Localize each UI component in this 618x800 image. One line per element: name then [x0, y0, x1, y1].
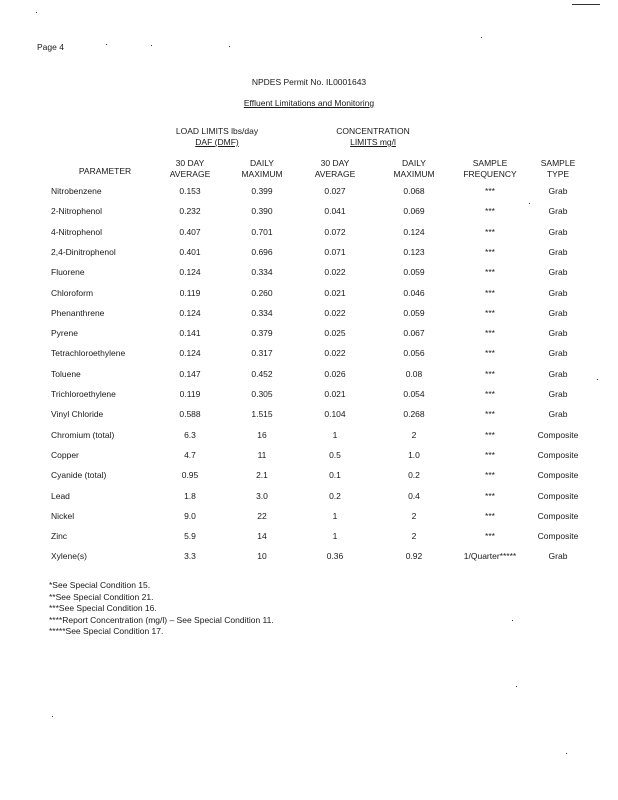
header-line: SAMPLE — [472, 158, 508, 168]
parameter-name: Pyrene — [51, 328, 78, 339]
load-daily-max-value: 0.317 — [251, 348, 273, 359]
sample-type-value: Grab — [548, 328, 568, 339]
load-30-day-value: 0.407 — [179, 226, 201, 237]
parameter-name: Chromium (total) — [51, 429, 115, 440]
conc-30-day-value: 0.021 — [324, 389, 346, 399]
conc-daily-max-value: 2 — [411, 510, 417, 521]
load-daily-max-value: 0.399 — [251, 186, 273, 196]
conc-daily-max-value: 0.067 — [403, 328, 425, 339]
scan-speck — [512, 620, 513, 621]
load-30-day-value: 0.153 — [179, 186, 201, 196]
load-daily-max-value: 3.0 — [256, 490, 268, 501]
scan-speck — [106, 44, 107, 45]
sample-frequency-value: *** — [485, 531, 495, 542]
conc-30-day-value: 1 — [332, 510, 338, 521]
scan-speck — [229, 46, 230, 47]
conc-30-day-value: 0.2 — [329, 490, 341, 501]
conc-daily-max-value: 0.059 — [403, 267, 425, 278]
header-line: DAILY — [250, 158, 274, 168]
column-header-conc-daily-max — [380, 158, 448, 180]
footnote: ***See Special Condition 16. — [49, 603, 157, 613]
load-30-day-value: 6.3 — [184, 429, 196, 440]
conc-daily-max-value: 0.124 — [403, 226, 425, 237]
column-header-conc-30-day — [305, 158, 365, 180]
conc-daily-max-value: 0.268 — [403, 409, 425, 420]
column-header-parameter: PARAMETER — [78, 166, 132, 176]
conc-30-day-value: 0.022 — [324, 348, 346, 359]
sample-frequency-value: *** — [485, 470, 495, 481]
conc-daily-max-value: 0.92 — [405, 551, 423, 562]
conc-daily-max-value: 0.054 — [403, 389, 425, 399]
column-header-sample-frequency — [455, 158, 525, 180]
table-row — [0, 491, 618, 511]
load-30-day-value: 1.8 — [184, 490, 196, 501]
sample-type-value: Grab — [548, 368, 568, 379]
load-30-day-value: 0.124 — [179, 348, 201, 359]
load-30-day-value: 0.119 — [179, 389, 201, 399]
parameter-name: Fluorene — [51, 267, 85, 278]
sample-type-value: Grab — [548, 267, 568, 278]
load-30-day-value: 0.124 — [179, 307, 201, 318]
conc-daily-max-value: 2 — [411, 429, 417, 440]
parameter-name: Lead — [51, 490, 70, 501]
concentration-group-header — [305, 126, 441, 148]
load-daily-max-value: 0.379 — [251, 328, 273, 339]
sample-frequency-value: *** — [485, 226, 495, 237]
sample-frequency-value: *** — [485, 267, 495, 278]
header-line: DAILY — [402, 158, 426, 168]
conc-30-day-value: 0.022 — [324, 267, 346, 278]
table-row — [0, 450, 618, 470]
footnote: ****Report Concentration (mg/l) – See Special Condition 11. — [49, 614, 274, 625]
load-limits-basis: DAF (DMF) — [195, 137, 239, 147]
table-row — [0, 531, 618, 551]
header-line: AVERAGE — [169, 169, 211, 179]
table-row — [0, 227, 618, 247]
load-30-day-value: 0.95 — [181, 470, 199, 481]
conc-daily-max-value: 0.4 — [408, 490, 420, 501]
sample-frequency-value: *** — [485, 449, 495, 460]
parameter-name: Vinyl Chloride — [51, 409, 104, 420]
load-daily-max-value: 11 — [257, 449, 267, 460]
scan-speck — [36, 12, 37, 13]
sample-frequency-value: 1/Quarter***** — [463, 551, 517, 562]
header-line: 30 DAY — [175, 158, 205, 168]
section-title: Effluent Limitations and Monitoring — [243, 98, 375, 108]
table-row — [0, 369, 618, 389]
load-limits-group-header — [160, 126, 274, 148]
load-30-day-value: 0.141 — [179, 328, 201, 339]
scan-speck — [597, 379, 598, 380]
conc-30-day-value: 1 — [332, 531, 338, 542]
sample-frequency-value: *** — [485, 287, 495, 298]
load-30-day-value: 0.401 — [179, 246, 201, 257]
column-header-sample-type — [530, 158, 586, 180]
conc-daily-max-value: 0.069 — [403, 206, 425, 217]
scan-speck — [516, 686, 517, 687]
scan-speck — [529, 203, 530, 204]
table-row — [0, 389, 618, 409]
conc-daily-max-value: 2 — [411, 531, 417, 542]
conc-daily-max-value: 0.059 — [403, 307, 425, 318]
sample-frequency-value: *** — [485, 307, 495, 318]
parameter-name: Copper — [51, 449, 79, 460]
load-limits-label: LOAD LIMITS lbs/day — [175, 126, 259, 136]
load-daily-max-value: 14 — [257, 531, 267, 542]
load-30-day-value: 0.147 — [179, 368, 201, 379]
header-line: TYPE — [546, 169, 570, 179]
header-line: 30 DAY — [320, 158, 350, 168]
load-30-day-value: 9.0 — [184, 510, 196, 521]
header-line: MAXIMUM — [241, 169, 283, 179]
conc-30-day-value: 0.027 — [324, 186, 346, 196]
sample-type-value: Grab — [548, 551, 568, 562]
parameter-name: 4-Nitrophenol — [51, 226, 103, 237]
column-header-load-daily-max — [228, 158, 296, 180]
header-line: SAMPLE — [540, 158, 576, 168]
sample-type-value: Grab — [548, 307, 568, 318]
conc-30-day-value: 0.025 — [324, 328, 346, 339]
load-30-day-value: 0.588 — [179, 409, 201, 420]
parameter-name: Trichloroethylene — [51, 389, 116, 399]
scan-speck — [52, 716, 53, 717]
load-30-day-value: 0.124 — [179, 267, 201, 278]
header-line: MAXIMUM — [393, 169, 435, 179]
sample-frequency-value: *** — [485, 246, 495, 257]
conc-daily-max-value: 0.123 — [403, 246, 425, 257]
sample-type-value: Grab — [548, 389, 568, 399]
header-line: FREQUENCY — [463, 169, 517, 179]
table-row — [0, 328, 618, 348]
table-row — [0, 511, 618, 531]
sample-frequency-value: *** — [485, 510, 495, 521]
load-daily-max-value: 2.1 — [256, 470, 268, 481]
table-row — [0, 308, 618, 328]
conc-30-day-value: 0.041 — [324, 206, 346, 217]
sample-type-value: Grab — [548, 287, 568, 298]
parameter-name: Nickel — [51, 510, 75, 521]
sample-type-value: Composite — [537, 490, 579, 501]
conc-30-day-value: 0.5 — [329, 449, 341, 460]
conc-30-day-value: 0.021 — [324, 287, 346, 298]
sample-type-value: Grab — [548, 206, 568, 217]
sample-frequency-value: *** — [485, 368, 495, 379]
table-row — [0, 186, 618, 206]
scan-mark — [572, 4, 600, 5]
conc-30-day-value: 0.104 — [324, 409, 346, 420]
load-daily-max-value: 0.390 — [251, 206, 273, 217]
scan-speck — [151, 45, 152, 46]
parameter-name: Xylene(s) — [51, 551, 87, 562]
parameter-name: Nitrobenzene — [51, 186, 102, 196]
conc-daily-max-value: 0.068 — [403, 186, 425, 196]
table-row — [0, 267, 618, 287]
conc-daily-max-value: 0.056 — [403, 348, 425, 359]
scan-speck — [481, 37, 482, 38]
sample-type-value: Composite — [537, 449, 579, 460]
conc-30-day-value: 0.36 — [326, 551, 344, 562]
load-30-day-value: 5.9 — [184, 531, 196, 542]
page-number: Page 4 — [37, 42, 64, 52]
sample-type-value: Grab — [548, 409, 568, 420]
parameter-name: 2,4-Dinitrophenol — [51, 246, 116, 257]
table-row — [0, 206, 618, 226]
load-daily-max-value: 0.334 — [251, 307, 273, 318]
load-daily-max-value: 16 — [257, 429, 267, 440]
table-row — [0, 409, 618, 429]
conc-30-day-value: 0.026 — [324, 368, 346, 379]
sample-frequency-value: *** — [485, 409, 495, 420]
table-row — [0, 551, 618, 571]
load-30-day-value: 0.119 — [179, 287, 201, 298]
load-daily-max-value: 0.696 — [251, 246, 273, 257]
conc-30-day-value: 0.1 — [329, 470, 341, 481]
conc-30-day-value: 1 — [332, 429, 338, 440]
load-daily-max-value: 0.334 — [251, 267, 273, 278]
footnote: *****See Special Condition 17. — [49, 626, 164, 636]
conc-30-day-value: 0.022 — [324, 307, 346, 318]
load-30-day-value: 0.232 — [179, 206, 201, 217]
parameter-name: Chloroform — [51, 287, 94, 298]
parameter-name: Cyanide (total) — [51, 470, 107, 481]
load-30-day-value: 3.3 — [184, 551, 196, 562]
scan-speck — [566, 753, 567, 754]
sample-frequency-value: *** — [485, 186, 495, 196]
column-header-load-30-day — [160, 158, 220, 180]
sample-frequency-value: *** — [485, 348, 495, 359]
conc-daily-max-value: 1.0 — [408, 449, 420, 460]
parameter-name: Toluene — [51, 368, 81, 379]
load-daily-max-value: 1.515 — [251, 409, 273, 420]
load-daily-max-value: 0.305 — [251, 389, 273, 399]
conc-daily-max-value: 0.2 — [408, 470, 420, 481]
concentration-units: LIMITS mg/l — [350, 137, 396, 147]
footnote: **See Special Condition 21. — [49, 591, 154, 602]
sample-type-value: Composite — [537, 470, 579, 481]
sample-frequency-value: *** — [485, 490, 495, 501]
sample-type-value: Grab — [548, 226, 568, 237]
sample-frequency-value: *** — [485, 328, 495, 339]
conc-30-day-value: 0.071 — [324, 246, 346, 257]
table-row — [0, 247, 618, 267]
sample-type-value: Composite — [537, 429, 579, 440]
sample-frequency-value: *** — [485, 389, 495, 399]
load-30-day-value: 4.7 — [184, 449, 196, 460]
load-daily-max-value: 0.452 — [251, 368, 273, 379]
table-row — [0, 470, 618, 490]
header-line: AVERAGE — [314, 169, 356, 179]
table-row — [0, 430, 618, 450]
load-daily-max-value: 0.260 — [251, 287, 273, 298]
load-daily-max-value: 0.701 — [251, 226, 273, 237]
sample-type-value: Grab — [548, 348, 568, 359]
sample-type-value: Grab — [548, 186, 568, 196]
footnote: *See Special Condition 15. — [49, 580, 151, 590]
sample-type-value: Composite — [537, 531, 579, 542]
conc-30-day-value: 0.072 — [324, 226, 346, 237]
sample-type-value: Composite — [537, 510, 579, 521]
parameter-name: 2-Nitrophenol — [51, 206, 103, 217]
table-row — [0, 288, 618, 308]
conc-daily-max-value: 0.08 — [405, 368, 423, 379]
conc-daily-max-value: 0.046 — [403, 287, 425, 298]
load-daily-max-value: 10 — [257, 551, 267, 562]
permit-number: NPDES Permit No. IL0001643 — [251, 77, 367, 87]
table-row — [0, 348, 618, 368]
parameter-name: Phenanthrene — [51, 307, 105, 318]
sample-frequency-value: *** — [485, 429, 495, 440]
concentration-label: CONCENTRATION — [336, 126, 410, 136]
parameter-name: Tetrachloroethylene — [51, 348, 126, 359]
sample-type-value: Grab — [548, 246, 568, 257]
parameter-name: Zinc — [51, 531, 68, 542]
sample-frequency-value: *** — [485, 206, 495, 217]
load-daily-max-value: 22 — [257, 510, 267, 521]
